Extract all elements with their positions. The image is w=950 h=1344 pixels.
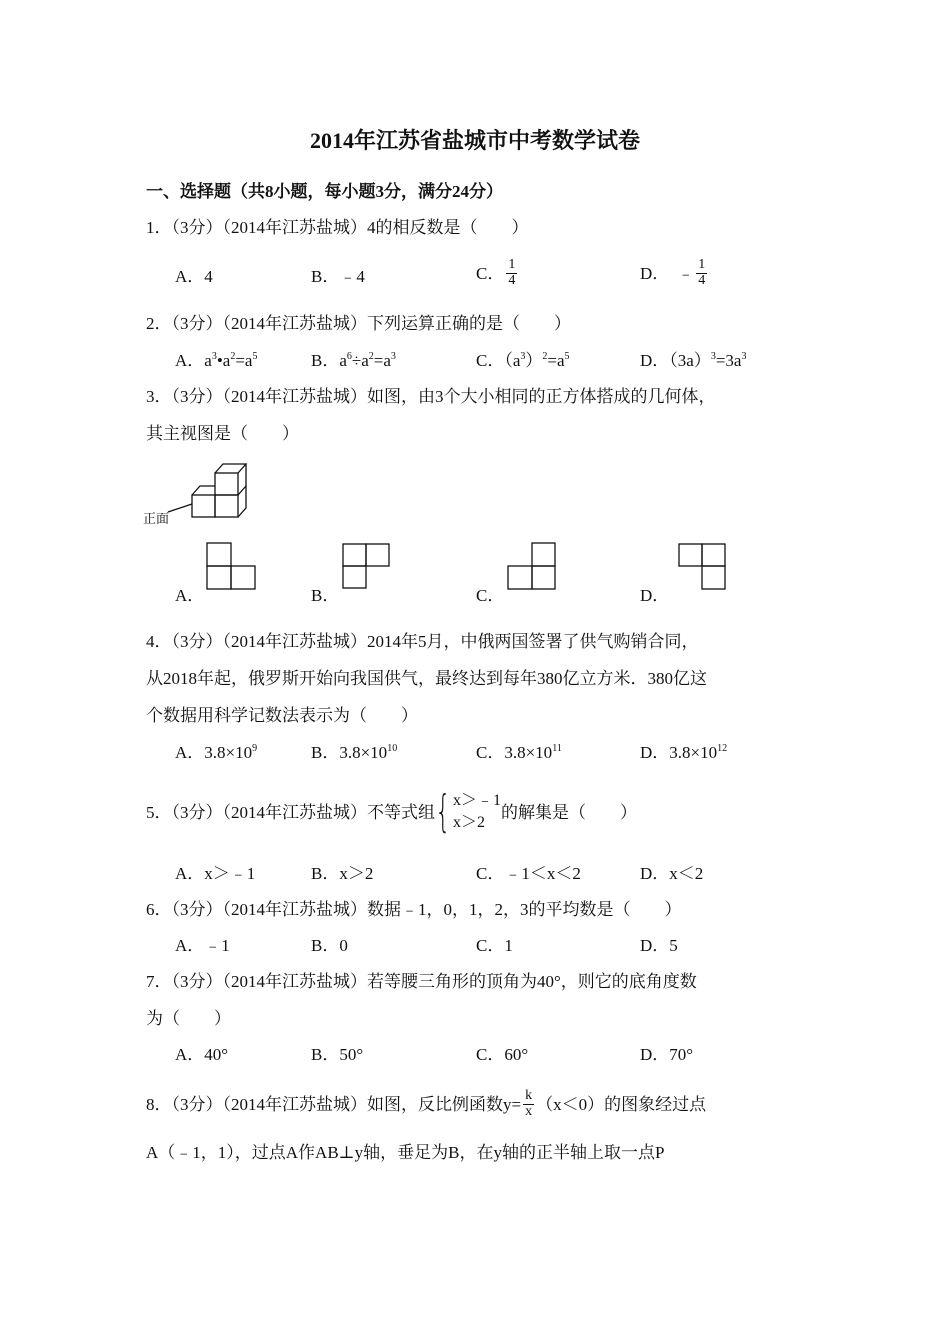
q1-option-a: A．4 [175, 267, 213, 286]
fraction-denominator: 4 [508, 272, 516, 288]
q1-option-c-fraction [506, 258, 517, 288]
q2-stem: 2．（3分）（2014年江苏盐城）下列运算正确的是（ ） [146, 314, 571, 333]
q2-option-b [311, 352, 396, 369]
inequality-system [435, 786, 502, 837]
q4-d-base: D．3.8×10 [640, 743, 718, 762]
q3-option-c-figure [507, 542, 557, 591]
q2-a-base: A．a [175, 351, 212, 370]
front-label: 正面 [143, 512, 170, 527]
q4-option-b [311, 744, 397, 761]
q1-option-d [640, 258, 709, 288]
q4-a-base: A．3.8×10 [175, 743, 253, 762]
q6-option-c: C．1 [476, 936, 513, 955]
q7-option-b: B．50° [311, 1045, 364, 1064]
q3-option-d-figure [678, 543, 727, 591]
exponent: 3 [390, 351, 396, 362]
fraction-numerator: 1 [508, 257, 516, 272]
q5-option-d: D．x＜2 [640, 864, 704, 883]
q2-a-mid: •a [216, 351, 231, 370]
q2-c-mid: ） [525, 351, 543, 370]
q7-line1: 7．（3分）（2014年江苏盐城）若等腰三角形的顶角为40°，则它的底角度数 [146, 972, 697, 991]
exponent: 3 [520, 351, 526, 362]
q7-option-d: D．70° [640, 1045, 694, 1064]
q2-d-eq: =3a [715, 351, 742, 370]
q8-stem [146, 1082, 706, 1126]
q4-line3: 个数据用科学记数法表示为（ ） [146, 706, 418, 725]
exponent: 2 [368, 351, 374, 362]
q2-d-base: D．（3a） [640, 351, 711, 370]
q1-option-b: B．﹣4 [311, 267, 365, 286]
q6-option-b: B．0 [311, 936, 348, 955]
q2-c-eq: =a [547, 351, 565, 370]
exponent: 2 [230, 351, 236, 362]
q5-stem-post: 的解集是（ ） [501, 802, 638, 822]
fraction-numerator: 1 [698, 257, 706, 272]
fraction-denominator: 4 [698, 272, 706, 288]
q8-fraction [523, 1089, 534, 1119]
q3-stem-line2: 其主视图是（ ） [146, 424, 299, 443]
cube-face [192, 495, 215, 517]
q1-option-d-fraction [696, 258, 707, 288]
q2-a-eq: =a [235, 351, 253, 370]
cube-face [215, 473, 238, 495]
exponent: 12 [717, 743, 728, 754]
section-heading: 一、选择题（共8小题，每小题3分，满分24分） [146, 182, 503, 201]
fraction-denominator: x [525, 1103, 533, 1119]
q1-option-c [476, 258, 519, 288]
q1-option-d-label: D． [640, 263, 670, 283]
q5-option-b: B．x＞2 [311, 864, 374, 883]
q5-option-c: C．﹣1＜x＜2 [476, 864, 581, 883]
q3-option-a: A． [175, 586, 205, 605]
exponent: 3 [741, 351, 747, 362]
inequality-1: x＞﹣1 [453, 792, 502, 810]
fraction-numerator: k [525, 1087, 533, 1103]
q4-option-a [175, 744, 257, 761]
cube-edge [238, 486, 246, 495]
q3-option-c: C． [476, 586, 505, 605]
exponent: 11 [552, 743, 562, 754]
q8-line2: A（﹣1，1），过点A作AB⊥y轴，垂足为B，在y轴的正半轴上取一点P [146, 1143, 665, 1162]
q2-c-base: C．（a [476, 351, 521, 370]
exponent: 6 [346, 351, 352, 362]
q5-stem-pre: 5．（3分）（2014年江苏盐城）不等式组 [146, 802, 435, 822]
page-title: 2014年江苏省盐城市中考数学试卷 [309, 128, 640, 153]
q8-stem-pre: 8．（3分）（2014年江苏盐城）如图，反比例函数y= [146, 1094, 522, 1114]
exponent: 2 [542, 351, 548, 362]
q2-b-base: B．a [311, 351, 347, 370]
exponent: 3 [211, 351, 217, 362]
q3-option-d: D． [640, 586, 670, 605]
exponent: 9 [252, 743, 258, 754]
q6-stem: 6．（3分）（2014年江苏盐城）数据﹣1，0，1，2，3的平均数是（ ） [146, 900, 682, 919]
brace-icon: { [435, 786, 451, 837]
q2-option-a [175, 352, 257, 369]
q2-option-d [640, 352, 746, 369]
exponent: 5 [252, 351, 258, 362]
q6-option-a: A．﹣1 [175, 936, 230, 955]
q4-line1: 4．（3分）（2014年江苏盐城）2014年5月，中俄两国签署了供气购销合同， [146, 632, 699, 651]
inequality-2: x＞2 [453, 814, 486, 831]
q4-option-d [640, 744, 727, 761]
q2-b-mid: ÷a [351, 351, 369, 370]
front-arrow [168, 504, 192, 512]
cube-edge [215, 464, 246, 473]
q3-option-b: B． [311, 586, 340, 605]
exponent: 10 [387, 743, 398, 754]
q2-b-eq: =a [373, 351, 391, 370]
exponent: 5 [564, 351, 570, 362]
cube-edge [192, 486, 215, 495]
q3-option-a-figure [206, 542, 258, 591]
q8-stem-post: （x＜0）的图象经过点 [536, 1094, 707, 1114]
q4-option-c [476, 744, 562, 761]
q7-option-a: A．40° [175, 1045, 229, 1064]
q1-option-c-label: C． [476, 263, 505, 283]
q3-option-b-figure [342, 543, 391, 590]
q4-line2: 从2018年起，俄罗斯开始向我国供气，最终达到每年380亿立方米．380亿这 [146, 669, 707, 688]
q4-c-base: C．3.8×10 [476, 743, 553, 762]
q5-stem [146, 786, 637, 838]
q7-line2: 为（ ） [146, 1009, 231, 1028]
exponent: 3 [710, 351, 716, 362]
cube-face [215, 495, 238, 517]
q1-stem: 1．（3分）（2014年江苏盐城）4的相反数是（ ） [146, 218, 529, 237]
q3-stem-line1: 3．（3分）（2014年江苏盐城）如图，由3个大小相同的正方体搭成的几何体， [146, 387, 716, 406]
q2-option-c [476, 352, 570, 369]
q6-option-d: D．5 [640, 936, 678, 955]
q4-b-base: B．3.8×10 [311, 743, 388, 762]
q1-option-d-sign: ﹣ [677, 263, 695, 283]
q5-option-a: A．x＞﹣1 [175, 864, 256, 883]
q7-option-c: C．60° [476, 1045, 529, 1064]
